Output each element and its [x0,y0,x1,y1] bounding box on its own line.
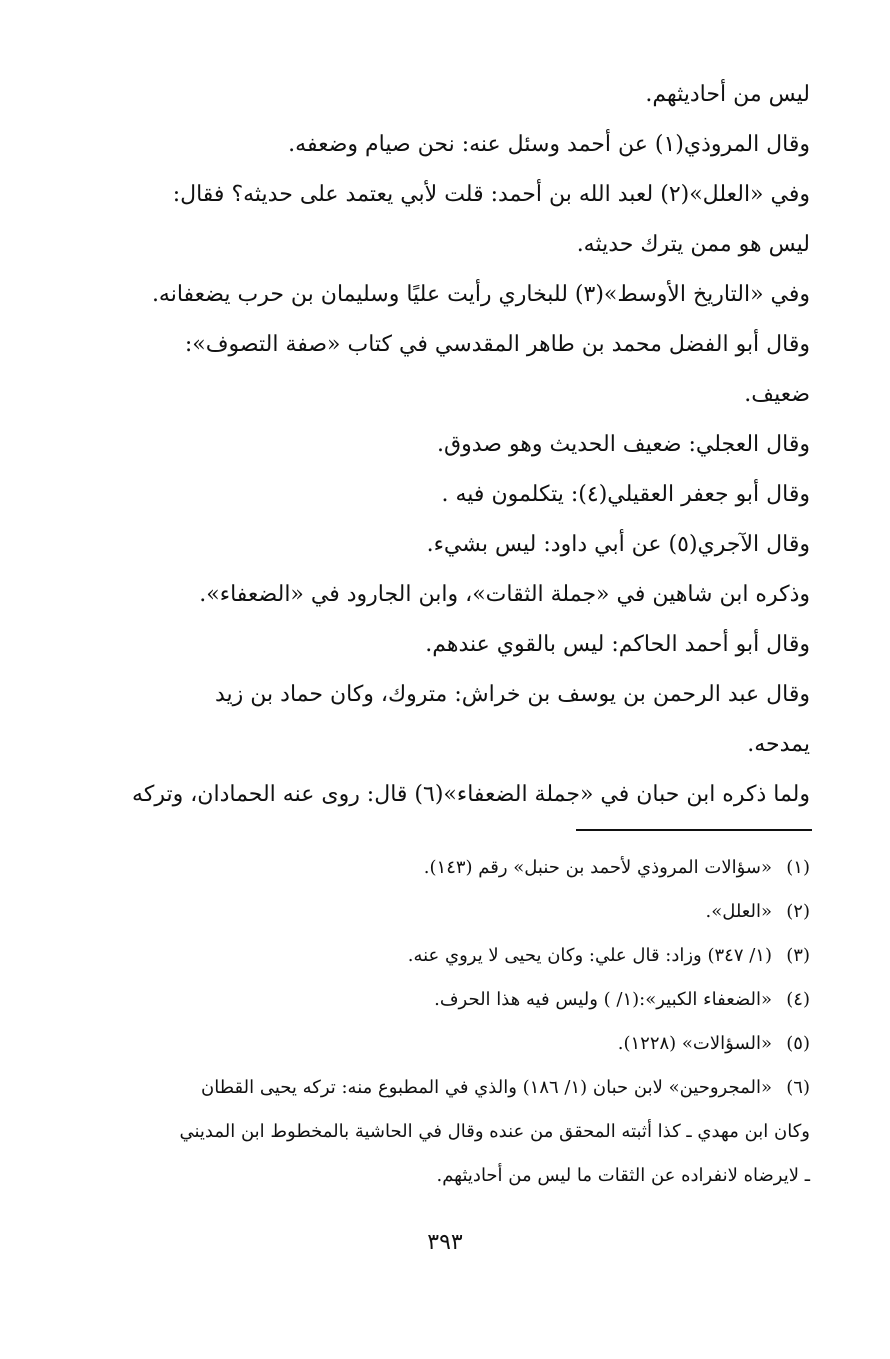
paragraph: ولما ذكره ابن حبان في «جملة الضعفاء»(٦) قال: روى عنه الحمادان، وتركه [132,782,810,807]
footnote: (١)«سؤالات المروذي لأحمد بن حنبل» رقم (١٤٣). [423,857,810,878]
paragraph: وقال الآجري(٥) عن أبي داود: ليس بشيء. [426,532,810,557]
footnote: (٣)(١/ ٣٤٧) وزاد: قال علي: وكان يحيى لا يروي عنه. [407,945,810,966]
footnote-divider [576,829,812,831]
paragraph: وقال المروذي(١) عن أحمد وسئل عنه: نحن صيام وضعفه. [288,132,810,157]
page-number: ٣٩٣ [427,1230,463,1255]
paragraph: وفي «التاريخ الأوسط»(٣) للبخاري رأيت عليًا وسليمان بن حرب يضعفانه. [151,282,810,307]
paragraph: وقال العجلي: ضعيف الحديث وهو صدوق. [437,432,810,457]
footnotes [78,846,810,1198]
footnote: (٦)«المجروحين» لابن حبان (١/ ١٨٦) والذي في المطبوع منه: تركه يحيى القطان وكان ابن مهدي ـ كذا أثبته المحقق من عنده وقال في الحاشية بالمخطوط ابن المديني ـ لايرضاه لانفراده عن الثقات ما ليس من أحاديثهم. [179,1077,810,1186]
main-text [78,70,810,820]
paragraph: وذكره ابن شاهين في «جملة الثقات»، وابن الجارود في «الضعفاء». [199,582,810,607]
paragraph: وفي «العلل»(٢) لعبد الله بن أحمد: قلت لأبي يعتمد على حديثه؟ فقال: ليس هو ممن يترك حديثه. [172,182,810,257]
paragraph: وقال أبو الفضل محمد بن طاهر المقدسي في كتاب «صفة التصوف»: ضعيف. [184,332,810,407]
footnote: (٢)«العلل». [705,901,810,922]
paragraph: ليس من أحاديثهم. [645,82,810,107]
footnote: (٤)«الضعفاء الكبير»:(١/ ) وليس فيه هذا الحرف. [434,989,810,1010]
paragraph: وقال أبو أحمد الحاكم: ليس بالقوي عندهم. [425,632,810,657]
footnote: (٥)«السؤالات» (١٢٢٨). [617,1033,810,1054]
paragraph: وقال عبد الرحمن بن يوسف بن خراش: متروك، وكان حماد بن زيد يمدحه. [215,682,810,757]
paragraph: وقال أبو جعفر العقيلي(٤): يتكلمون فيه . [441,482,810,507]
